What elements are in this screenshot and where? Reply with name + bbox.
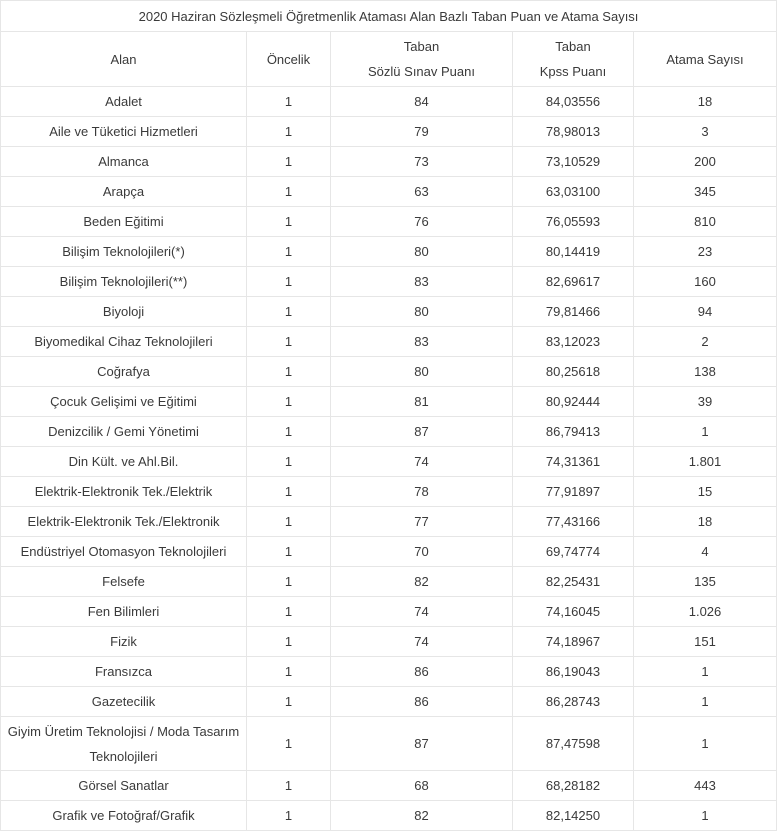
cell-kpss: 78,98013: [513, 117, 634, 147]
cell-kpss: 77,43166: [513, 507, 634, 537]
header-sozlu-line2: Sözlü Sınav Puanı: [368, 64, 475, 79]
cell-atama: 160: [634, 267, 777, 297]
cell-atama: 151: [634, 627, 777, 657]
table-body: [1, 87, 777, 831]
cell-alan: Grafik ve Fotoğraf/Grafik: [1, 801, 247, 831]
cell-sozlu: 80: [331, 297, 513, 327]
cell-alan: Adalet: [1, 87, 247, 117]
cell-oncelik: 1: [247, 801, 331, 831]
cell-kpss: 69,74774: [513, 537, 634, 567]
cell-kpss: 87,47598: [513, 717, 634, 771]
cell-oncelik: 1: [247, 237, 331, 267]
cell-kpss: 83,12023: [513, 327, 634, 357]
header-sozlu: [331, 32, 513, 87]
cell-kpss: 74,18967: [513, 627, 634, 657]
cell-atama: 1.801: [634, 447, 777, 477]
cell-atama: 345: [634, 177, 777, 207]
table-row: [1, 597, 777, 627]
cell-oncelik: 1: [247, 147, 331, 177]
cell-atama: 2: [634, 327, 777, 357]
cell-alan: Endüstriyel Otomasyon Teknolojileri: [1, 537, 247, 567]
cell-sozlu: 81: [331, 387, 513, 417]
header-kpss-line2: Kpss Puanı: [539, 64, 607, 79]
cell-alan: Bilişim Teknolojileri(**): [1, 267, 247, 297]
cell-atama: 4: [634, 537, 777, 567]
cell-atama: 1: [634, 687, 777, 717]
table-row: [1, 297, 777, 327]
table-row: [1, 357, 777, 387]
table-row: [1, 177, 777, 207]
cell-atama: 1: [634, 801, 777, 831]
cell-sozlu: 80: [331, 357, 513, 387]
cell-oncelik: 1: [247, 507, 331, 537]
cell-alan: Elektrik-Elektronik Tek./Elektrik: [1, 477, 247, 507]
header-atama: Atama Sayısı: [634, 32, 777, 87]
table-row: [1, 687, 777, 717]
cell-kpss: 80,92444: [513, 387, 634, 417]
cell-atama: 810: [634, 207, 777, 237]
table-row: [1, 657, 777, 687]
cell-alan: Gazetecilik: [1, 687, 247, 717]
cell-sozlu: 79: [331, 117, 513, 147]
cell-sozlu: 87: [331, 417, 513, 447]
cell-oncelik: 1: [247, 657, 331, 687]
header-oncelik: Öncelik: [247, 32, 331, 87]
cell-oncelik: 1: [247, 327, 331, 357]
cell-sozlu: 63: [331, 177, 513, 207]
cell-oncelik: 1: [247, 297, 331, 327]
cell-oncelik: 1: [247, 357, 331, 387]
cell-kpss: 80,25618: [513, 357, 634, 387]
table-row: [1, 147, 777, 177]
cell-alan: Fizik: [1, 627, 247, 657]
table-row: [1, 387, 777, 417]
header-sozlu-line1: Taban: [403, 39, 440, 54]
table-row: [1, 537, 777, 567]
cell-atama: 200: [634, 147, 777, 177]
cell-kpss: 82,69617: [513, 267, 634, 297]
cell-sozlu: 87: [331, 717, 513, 771]
cell-alan: Almanca: [1, 147, 247, 177]
cell-oncelik: 1: [247, 687, 331, 717]
cell-atama: 443: [634, 771, 777, 801]
header-kpss-line1: Taban: [555, 39, 591, 54]
cell-sozlu: 83: [331, 267, 513, 297]
cell-alan: Denizcilik / Gemi Yönetimi: [1, 417, 247, 447]
cell-kpss: 82,14250: [513, 801, 634, 831]
cell-kpss: 86,28743: [513, 687, 634, 717]
cell-atama: 39: [634, 387, 777, 417]
table-row: [1, 627, 777, 657]
cell-sozlu: 82: [331, 567, 513, 597]
cell-sozlu: 82: [331, 801, 513, 831]
cell-oncelik: 1: [247, 627, 331, 657]
cell-kpss: 74,16045: [513, 597, 634, 627]
cell-alan: Beden Eğitimi: [1, 207, 247, 237]
cell-kpss: 80,14419: [513, 237, 634, 267]
cell-alan: Felsefe: [1, 567, 247, 597]
table-row: [1, 801, 777, 831]
cell-atama: 23: [634, 237, 777, 267]
cell-atama: 94: [634, 297, 777, 327]
cell-sozlu: 80: [331, 237, 513, 267]
cell-sozlu: 74: [331, 597, 513, 627]
cell-atama: 1: [634, 657, 777, 687]
cell-alan: Fen Bilimleri: [1, 597, 247, 627]
table-row: [1, 117, 777, 147]
cell-kpss: 82,25431: [513, 567, 634, 597]
cell-atama: 18: [634, 507, 777, 537]
cell-oncelik: 1: [247, 447, 331, 477]
cell-oncelik: 1: [247, 267, 331, 297]
cell-atama: 138: [634, 357, 777, 387]
cell-oncelik: 1: [247, 597, 331, 627]
cell-oncelik: 1: [247, 117, 331, 147]
cell-oncelik: 1: [247, 717, 331, 771]
cell-sozlu: 68: [331, 771, 513, 801]
cell-atama: 1: [634, 717, 777, 771]
header-kpss: [513, 32, 634, 87]
cell-oncelik: 1: [247, 771, 331, 801]
cell-oncelik: 1: [247, 477, 331, 507]
cell-alan: Fransızca: [1, 657, 247, 687]
cell-alan: Biyoloji: [1, 297, 247, 327]
cell-oncelik: 1: [247, 207, 331, 237]
table-row: [1, 567, 777, 597]
cell-alan: Aile ve Tüketici Hizmetleri: [1, 117, 247, 147]
cell-sozlu: 84: [331, 87, 513, 117]
header-alan: Alan: [1, 32, 247, 87]
cell-sozlu: 74: [331, 627, 513, 657]
table-row: [1, 507, 777, 537]
table-row: [1, 327, 777, 357]
cell-oncelik: 1: [247, 567, 331, 597]
cell-atama: 3: [634, 117, 777, 147]
cell-kpss: 86,79413: [513, 417, 634, 447]
cell-sozlu: 73: [331, 147, 513, 177]
table-row: [1, 477, 777, 507]
cell-sozlu: 78: [331, 477, 513, 507]
cell-alan: Görsel Sanatlar: [1, 771, 247, 801]
cell-oncelik: 1: [247, 387, 331, 417]
cell-kpss: 76,05593: [513, 207, 634, 237]
cell-oncelik: 1: [247, 537, 331, 567]
cell-sozlu: 70: [331, 537, 513, 567]
cell-alan: Arapça: [1, 177, 247, 207]
cell-kpss: 77,91897: [513, 477, 634, 507]
table-row: [1, 717, 777, 771]
table-row: [1, 771, 777, 801]
table-row: [1, 87, 777, 117]
cell-sozlu: 86: [331, 687, 513, 717]
cell-alan: Çocuk Gelişimi ve Eğitimi: [1, 387, 247, 417]
cell-kpss: 84,03556: [513, 87, 634, 117]
cell-kpss: 86,19043: [513, 657, 634, 687]
cell-alan: Giyim Üretim Teknolojisi / Moda Tasarım Teknolojileri: [1, 717, 247, 771]
cell-oncelik: 1: [247, 177, 331, 207]
cell-kpss: 63,03100: [513, 177, 634, 207]
table-title: 2020 Haziran Sözleşmeli Öğretmenlik Ataması Alan Bazlı Taban Puan ve Atama Sayısı: [1, 1, 777, 32]
cell-alan: Din Kült. ve Ahl.Bil.: [1, 447, 247, 477]
cell-sozlu: 86: [331, 657, 513, 687]
cell-alan: Coğrafya: [1, 357, 247, 387]
cell-sozlu: 77: [331, 507, 513, 537]
cell-kpss: 73,10529: [513, 147, 634, 177]
cell-atama: 18: [634, 87, 777, 117]
table-row: [1, 267, 777, 297]
cell-alan: Biyomedikal Cihaz Teknolojileri: [1, 327, 247, 357]
cell-kpss: 79,81466: [513, 297, 634, 327]
cell-alan: Elektrik-Elektronik Tek./Elektronik: [1, 507, 247, 537]
cell-atama: 1: [634, 417, 777, 447]
table-row: [1, 237, 777, 267]
cell-oncelik: 1: [247, 417, 331, 447]
cell-atama: 15: [634, 477, 777, 507]
table-row: [1, 207, 777, 237]
table-row: [1, 447, 777, 477]
table-row: [1, 417, 777, 447]
cell-sozlu: 76: [331, 207, 513, 237]
cell-atama: 1.026: [634, 597, 777, 627]
cell-oncelik: 1: [247, 87, 331, 117]
cell-sozlu: 83: [331, 327, 513, 357]
cell-kpss: 74,31361: [513, 447, 634, 477]
cell-sozlu: 74: [331, 447, 513, 477]
cell-atama: 135: [634, 567, 777, 597]
cell-alan: Bilişim Teknolojileri(*): [1, 237, 247, 267]
cell-kpss: 68,28182: [513, 771, 634, 801]
